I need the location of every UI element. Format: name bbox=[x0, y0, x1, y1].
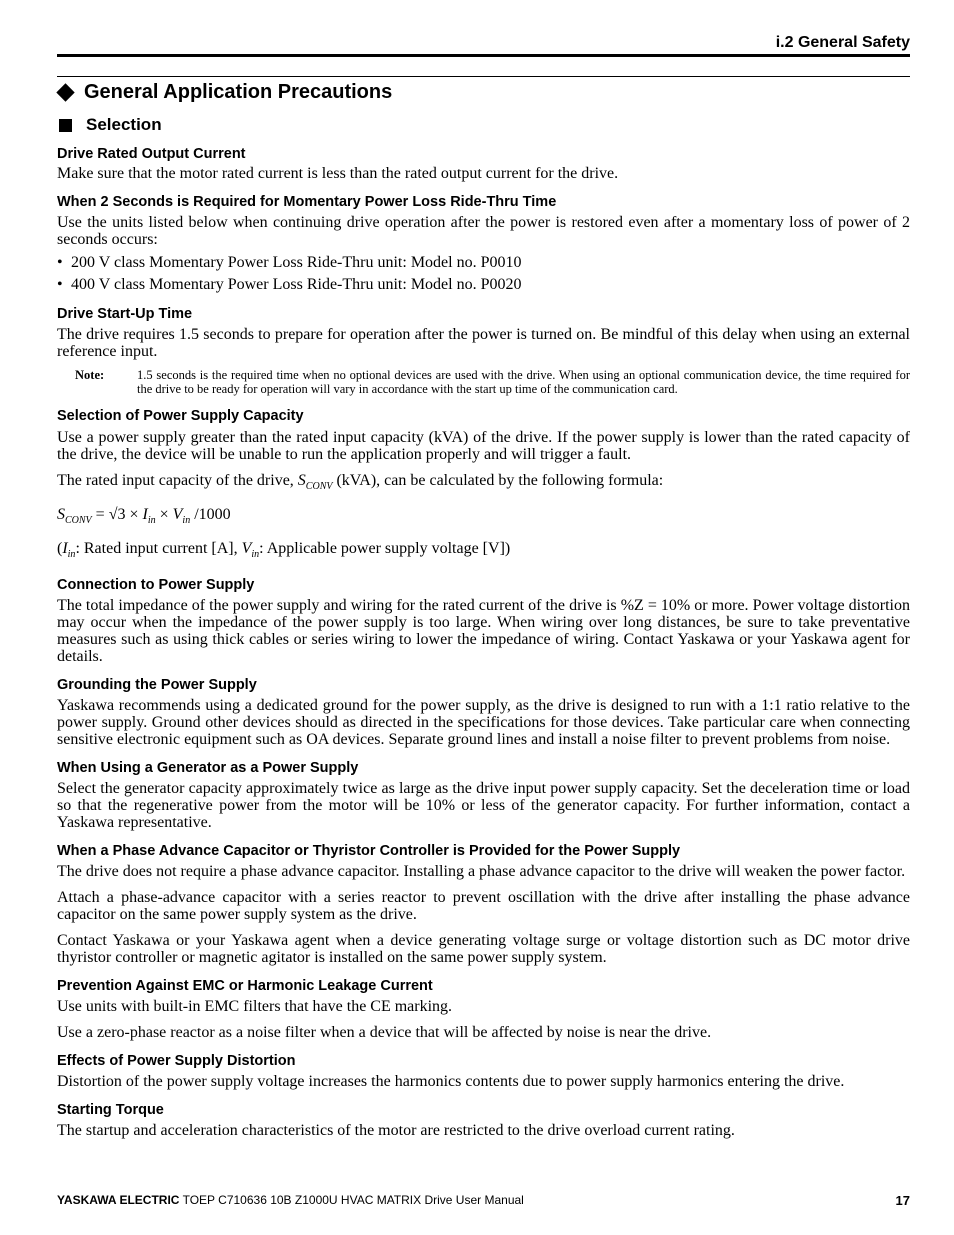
footer-manual bbox=[57, 1193, 524, 1207]
heading-connection: Connection to Power Supply bbox=[57, 576, 255, 593]
list-item: • 200 V class Momentary Power Loss Ride-Thru unit: Model no. P0010 bbox=[57, 254, 522, 271]
para-phase-advance-2: Attach a phase-advance capacitor with a series reactor to prevent oscillation with the drive after installing the phase advance capacitor on the same power supply system as the drive. bbox=[57, 888, 910, 923]
section-title: General Application Precautions bbox=[84, 80, 393, 103]
section-heading bbox=[57, 80, 910, 104]
note-label: Note: bbox=[75, 368, 105, 382]
diamond-bullet-icon bbox=[56, 83, 74, 101]
para-phase-advance-3: Contact Yaskawa or your Yaskawa agent when a device generating voltage surge or voltage distortion such as DC motor drive thyristor controller or magnetic agitator is installed on the same power supply system. bbox=[57, 931, 910, 966]
note bbox=[57, 368, 910, 396]
para-distortion: Distortion of the power supply voltage increases the harmonics contents due to power supply harmonics entering the drive. bbox=[57, 1072, 845, 1090]
para-startup: The drive requires 1.5 seconds to prepare for operation after the power is turned on. Be mindful of this delay when using an external reference input. bbox=[57, 326, 910, 360]
note-text: 1.5 seconds is the required time when no optional devices are used with the drive. When using an optional communication device, the time required for the drive to be ready for operation will vary in accordance with the start up time of the communication card. bbox=[137, 368, 910, 396]
heading-rated-output: Drive Rated Output Current bbox=[57, 146, 246, 162]
para-emc-1: Use units with built-in EMC filters that have the CE marking. bbox=[57, 997, 453, 1015]
heading-grounding: Grounding the Power Supply bbox=[57, 676, 257, 693]
square-bullet-icon bbox=[59, 119, 72, 132]
list-item: • 400 V class Momentary Power Loss Ride-Thru unit: Model no. P0020 bbox=[57, 276, 522, 293]
formula-legend: ($I_{in}$: Rated input current [A], $V_{in}$: Applicable power supply voltage [V]) bbox=[57, 540, 511, 561]
heading-torque: Starting Torque bbox=[57, 1101, 164, 1118]
heading-capacity: Selection of Power Supply Capacity bbox=[57, 408, 304, 424]
para-rated-output: Make sure that the motor rated current is less than the rated output current for the drive. bbox=[57, 165, 619, 182]
formula: $S_{CONV} = √3 \times I_{in} \times V_{in}$ /1000 bbox=[57, 506, 231, 527]
heading-emc: Prevention Against EMC or Harmonic Leakage Current bbox=[57, 977, 433, 994]
para-torque: The startup and acceleration characteristics of the motor are restricted to the drive overload current rating. bbox=[57, 1121, 735, 1139]
ride-thru-list bbox=[57, 252, 910, 296]
para-capacity-1: Use a power supply greater than the rated input capacity (kVA) of the drive. If the power supply is lower than the rated capacity of the drive, the device will be unable to run the application properly and will trigger a fault. bbox=[57, 429, 910, 463]
header-rule bbox=[57, 54, 910, 57]
para-capacity-2: The rated input capacity of the drive, $S_{CONV}$ (kVA), can be calculated by the following formula: bbox=[57, 472, 664, 493]
para-connection: The total impedance of the power supply and wiring for the rated current of the drive is %Z = 10% or more. Power voltage distortion may occur when the impedance of the power supply is too large. When wiring over long distances, be sure to take preventative measures such as using thick cables or series wiring to lower the impedance of wiring. Contact Yaskawa or your Yaskawa agent for details. bbox=[57, 596, 910, 665]
heading-ride-thru: When 2 Seconds is Required for Momentary Power Loss Ride-Thru Time bbox=[57, 194, 557, 210]
page-footer bbox=[57, 1193, 910, 1207]
footer-manual-title: TOEP C710636 10B Z1000U HVAC MATRIX Drive User Manual bbox=[179, 1193, 524, 1207]
heading-generator: When Using a Generator as a Power Supply bbox=[57, 759, 359, 776]
heading-distortion: Effects of Power Supply Distortion bbox=[57, 1052, 296, 1069]
subsection-title: Selection bbox=[86, 115, 162, 134]
para-grounding: Yaskawa recommends using a dedicated ground for the power supply, as the drive is designed to run with a 1:1 ratio relative to the power supply. Ground other devices should as directed in the specifications for those devices. Take particular care when connecting sensitive electronic equipment such as OA devices. Separate ground lines and install a noise filter to prevent problems from noise. bbox=[57, 696, 910, 748]
heading-phase-advance: When a Phase Advance Capacitor or Thyristor Controller is Provided for the Power Supply bbox=[57, 842, 681, 859]
header-section-title: i.2 General Safety bbox=[775, 34, 910, 51]
footer-company: YASKAWA ELECTRIC bbox=[57, 1193, 180, 1207]
main-content bbox=[57, 80, 910, 1139]
para-generator: Select the generator capacity approximately twice as large as the drive input power supply capacity. Set the deceleration time or load so that the regenerative power from the motor will be 10% or less of the generator capacity. For further information, contact a Yaskawa representative. bbox=[57, 779, 910, 831]
para-ride-thru: Use the units listed below when continuing drive operation after the power is restored even after a momentary loss of power of 2 seconds occurs: bbox=[57, 214, 910, 248]
subsection-heading bbox=[57, 114, 910, 136]
header-rule-thin bbox=[57, 76, 910, 77]
page-number: 17 bbox=[895, 1193, 910, 1208]
heading-startup: Drive Start-Up Time bbox=[57, 306, 193, 322]
para-phase-advance-1: The drive does not require a phase advance capacitor. Installing a phase advance capacitor to the drive will weaken the power factor. bbox=[57, 862, 906, 880]
para-emc-2: Use a zero-phase reactor as a noise filter when a device that will be affected by noise is near the drive. bbox=[57, 1023, 712, 1041]
